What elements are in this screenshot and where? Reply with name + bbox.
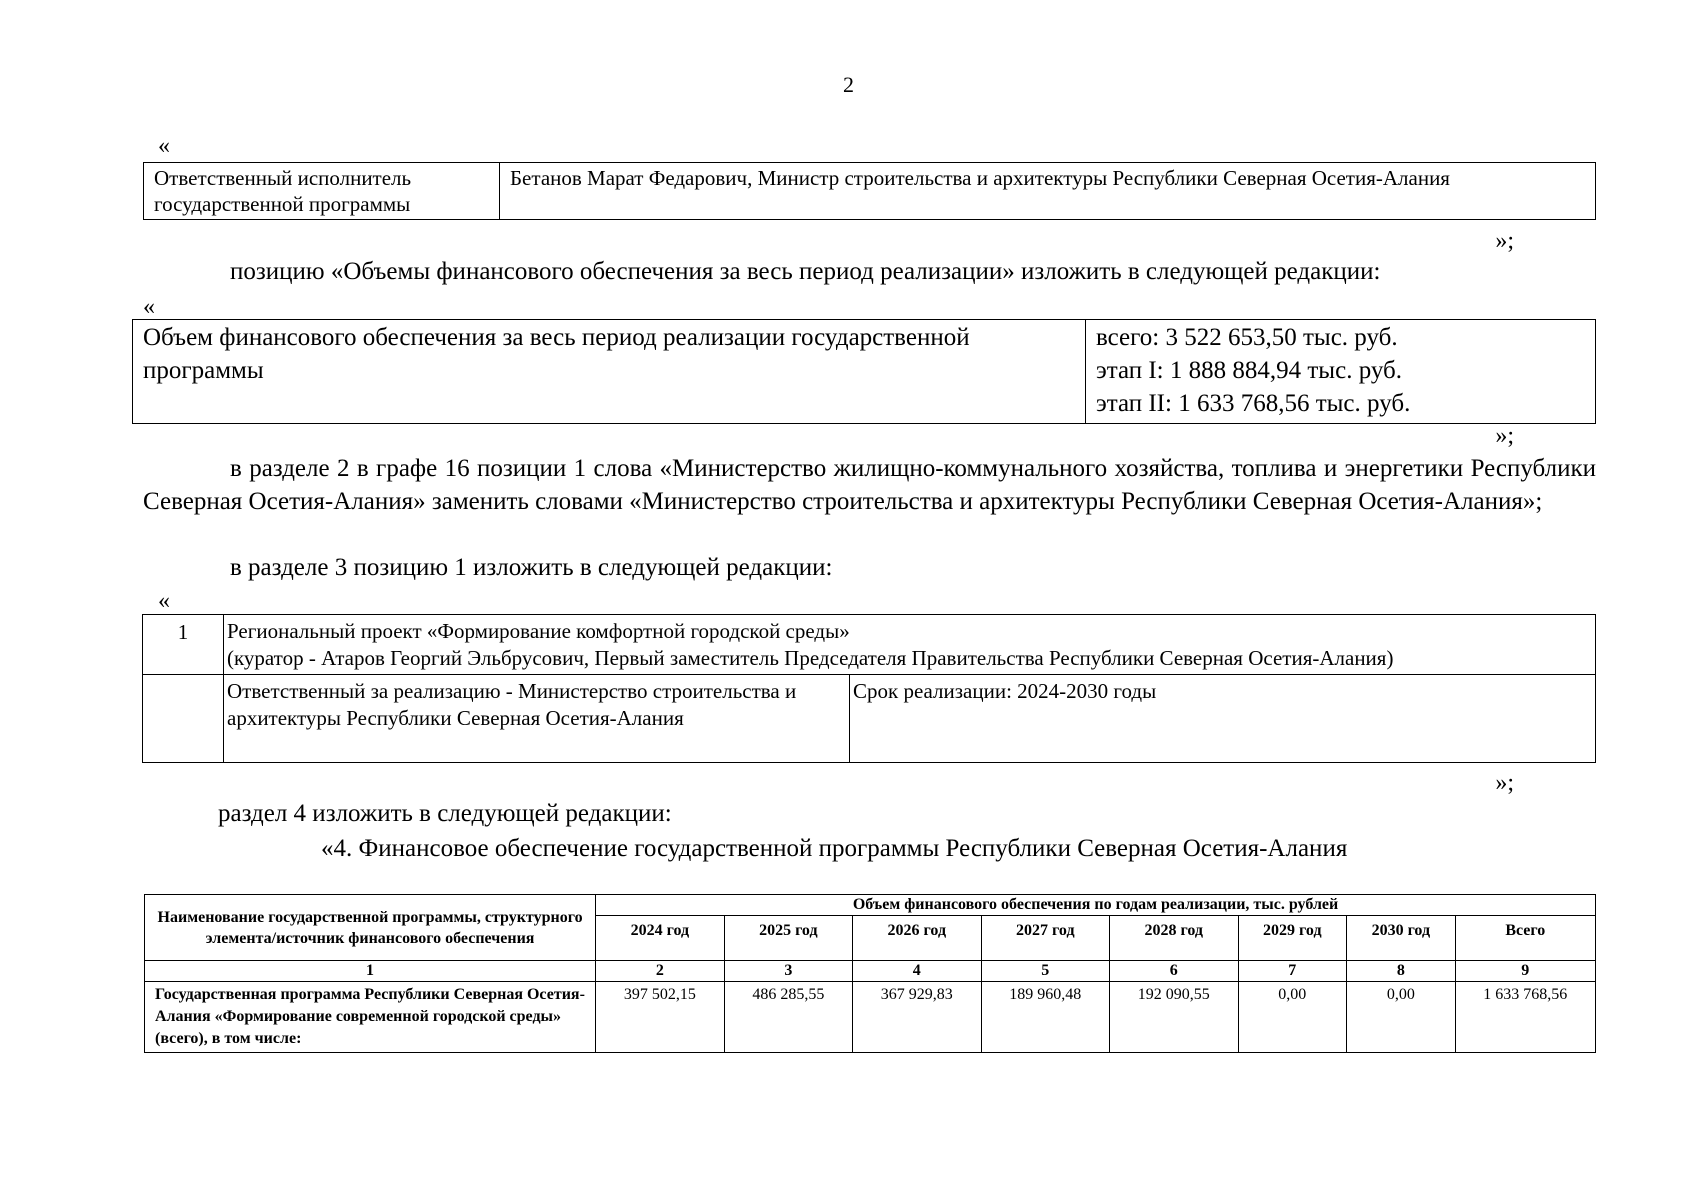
project-number: 1 xyxy=(143,615,224,675)
header-program-name: Наименование государственной программы, структурного элемента/источник финансового обеспечения xyxy=(145,895,596,961)
header-year-2030: 2030 год xyxy=(1347,916,1456,961)
column-number: 3 xyxy=(724,961,852,982)
value-2027: 189 960,48 xyxy=(981,982,1109,1053)
financing-volume-values xyxy=(1086,320,1596,424)
header-total: Всего xyxy=(1455,916,1595,961)
project-responsible: Ответственный за реализацию - Министерство строительства и архитектуры Республики Северная Осетия-Алания xyxy=(224,675,850,763)
financing-volume-label: Объем финансового обеспечения за весь период реализации государственной программы xyxy=(133,320,1086,424)
header-year-2028: 2028 год xyxy=(1110,916,1238,961)
paragraph-section-4: раздел 4 изложить в следующей редакции: xyxy=(218,800,672,827)
column-number: 5 xyxy=(981,961,1109,982)
value-2025: 486 285,55 xyxy=(724,982,852,1053)
value-2028: 192 090,55 xyxy=(1110,982,1238,1053)
open-quote: « xyxy=(143,294,155,320)
header-year-2025: 2025 год xyxy=(724,916,852,961)
financing-total: всего: 3 522 653,50 тыс. руб. xyxy=(1096,324,1398,351)
regional-project-table xyxy=(142,614,1596,763)
table-row xyxy=(145,982,1596,1053)
project-term: Срок реализации: 2024-2030 годы xyxy=(850,675,1596,763)
header-year-2029: 2029 год xyxy=(1238,916,1347,961)
responsible-executor-value: Бетанов Марат Федарович, Министр строительства и архитектуры Республики Северная Осетия-Алания xyxy=(500,163,1596,220)
financing-by-year-table xyxy=(144,894,1596,1053)
header-year-2024: 2024 год xyxy=(596,916,724,961)
column-number: 2 xyxy=(596,961,724,982)
header-year-2026: 2026 год xyxy=(853,916,981,961)
project-curator: (куратор - Атаров Георгий Эльбрусович, Первый заместитель Председателя Правительства Республики Северная Осетия-Алания) xyxy=(227,646,1394,670)
column-numbers-row xyxy=(145,961,1596,982)
project-title-cell xyxy=(224,615,1596,675)
responsible-executor-table xyxy=(143,162,1596,220)
closing-mark: »; xyxy=(1495,423,1514,449)
financing-stage-1: этап I: 1 888 884,94 тыс. руб. xyxy=(1096,357,1403,384)
section-4-title: «4. Финансовое обеспечение государственной программы Республики Северная Осетия-Алания xyxy=(321,835,1348,862)
value-2026: 367 929,83 xyxy=(853,982,981,1053)
open-quote: « xyxy=(158,588,170,614)
column-number: 8 xyxy=(1347,961,1456,982)
column-number: 4 xyxy=(853,961,981,982)
header-volume: Объем финансового обеспечения по годам реализации, тыс. рублей xyxy=(596,895,1596,916)
paragraph-section-3: в разделе 3 позицию 1 изложить в следующей редакции: xyxy=(230,554,833,581)
open-quote: « xyxy=(158,133,170,159)
empty-cell xyxy=(143,675,224,763)
value-2030: 0,00 xyxy=(1347,982,1456,1053)
closing-mark: »; xyxy=(1495,228,1514,254)
project-title: Региональный проект «Формирование комфортной городской среды» xyxy=(227,619,850,643)
paragraph-volume-position: позицию «Объемы финансового обеспечения за весь период реализации» изложить в следующей редакции: xyxy=(230,258,1381,285)
responsible-executor-label: Ответственный исполнитель государственной программы xyxy=(144,163,500,220)
program-row-name: Государственная программа Республики Северная Осетия-Алания «Формирование современной городской среды» (всего), в том числе: xyxy=(145,982,596,1053)
column-number: 1 xyxy=(145,961,596,982)
value-total: 1 633 768,56 xyxy=(1455,982,1595,1053)
closing-mark: »; xyxy=(1495,770,1514,796)
column-number: 7 xyxy=(1238,961,1347,982)
column-number: 9 xyxy=(1455,961,1595,982)
header-year-2027: 2027 год xyxy=(981,916,1109,961)
column-number: 6 xyxy=(1110,961,1238,982)
financing-stage-2: этап II: 1 633 768,56 тыс. руб. xyxy=(1096,390,1411,417)
paragraph-section-2: в разделе 2 в графе 16 позиции 1 слова «Министерство жилищно-коммунального хозяйства, топлива и энергетики Республики Северная Осетия-Алания» заменить словами «Министерство строительства и архитектуры Республики Северная Осетия-Алания»; xyxy=(143,455,1596,515)
value-2024: 397 502,15 xyxy=(596,982,724,1053)
financing-volume-table xyxy=(132,319,1596,424)
value-2029: 0,00 xyxy=(1238,982,1347,1053)
page-number: 2 xyxy=(843,72,854,97)
